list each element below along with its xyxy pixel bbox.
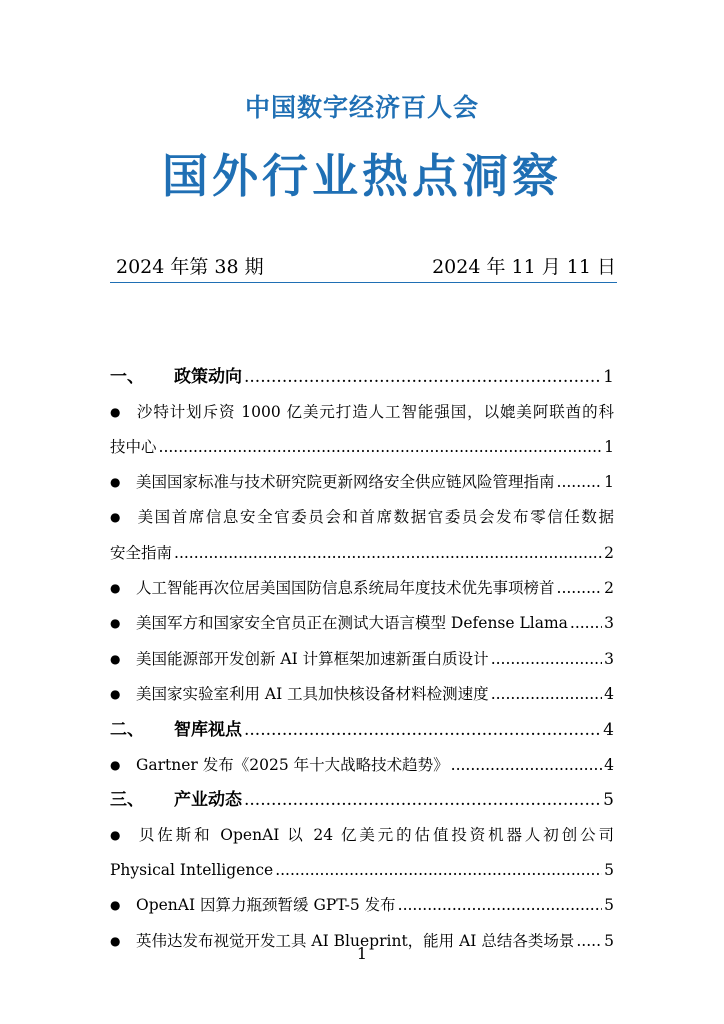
leader-dots — [244, 360, 601, 395]
leader-dots — [451, 748, 602, 783]
entry-line — [110, 818, 614, 854]
bullet-icon: ● — [110, 474, 121, 489]
section-number: 三、 — [110, 790, 144, 811]
leader-dots — [244, 783, 601, 818]
toc-section-policy[interactable] — [110, 360, 614, 395]
page-title: 国外行业热点洞察 — [162, 149, 562, 203]
page-ref: 3 — [604, 649, 614, 668]
toc-section-think-tank[interactable] — [110, 713, 614, 748]
bullet-icon: ● — [110, 933, 121, 948]
org-name: 中国数字经济百人会 — [244, 93, 479, 122]
toc-entry-gartner[interactable] — [110, 748, 614, 784]
page-ref: 5 — [604, 931, 614, 950]
section-number: 一、 — [110, 367, 144, 387]
entry-line — [110, 500, 614, 536]
leader-dots — [557, 571, 603, 606]
toc-entry-defense-llama[interactable] — [110, 606, 614, 642]
leader-dots — [570, 606, 602, 641]
toc-entry-gpt5[interactable] — [110, 888, 614, 924]
bullet-icon: ● — [110, 510, 121, 525]
entry-text: 美国能源部开发创新 AI 计算框架加速新蛋白质设计 — [136, 649, 489, 668]
page-ref: 1 — [604, 438, 614, 457]
bullet-icon: ● — [110, 827, 121, 842]
page-number: 1 — [356, 944, 368, 963]
leader-dots — [174, 536, 602, 571]
entry-text: 美国国家标准与技术研究院更新网络安全供应链风险管理指南 — [136, 472, 555, 491]
bullet-icon: ● — [110, 757, 121, 772]
section-label: 产业动态 — [174, 790, 242, 811]
page-ref: 2 — [604, 543, 614, 562]
page-ref: 3 — [604, 614, 614, 633]
page-ref: 5 — [604, 895, 614, 914]
entry-text-cont: 安全指南 — [110, 543, 173, 562]
toc-entry-zero-trust[interactable] — [110, 500, 614, 570]
entry-text: 美国家实验室利用 AI 工具加快核设备材料检测速度 — [136, 685, 489, 704]
bullet-icon: ● — [110, 404, 121, 419]
toc-entry-doe-protein[interactable] — [110, 642, 614, 678]
bullet-icon: ● — [110, 651, 121, 666]
toc-entry-disa[interactable] — [110, 571, 614, 607]
bullet-icon: ● — [110, 580, 121, 595]
page-ref: 4 — [604, 685, 614, 704]
issue-number: 2024 年第 38 期 — [116, 256, 264, 278]
table-of-contents — [110, 360, 614, 959]
entry-text-cont: Physical Intelligence — [110, 861, 274, 880]
section-label: 智库视点 — [174, 719, 242, 740]
entry-text: 沙特计划斥资 1000 亿美元打造人工智能强国，以媲美阿联酋的科 — [136, 402, 614, 421]
issue-date: 2024 年 11 月 11 日 — [432, 256, 616, 278]
entry-text: 人工智能再次位居美国国防信息系统局年度技术优先事项榜首 — [136, 578, 555, 597]
page-ref: 1 — [603, 367, 614, 387]
page-ref: 4 — [604, 755, 614, 774]
page-ref: 4 — [603, 719, 614, 740]
page-ref: 1 — [604, 472, 614, 491]
entry-text: 美国首席信息安全官委员会和首席数据官委员会发布零信任数据 — [136, 508, 614, 527]
leader-dots — [244, 713, 601, 748]
section-label: 政策动向 — [174, 367, 242, 387]
toc-entry-saudi-ai[interactable] — [110, 395, 614, 465]
section-number: 二、 — [110, 719, 144, 740]
page-ref: 5 — [604, 861, 614, 880]
toc-entry-nist[interactable] — [110, 465, 614, 501]
leader-dots — [491, 642, 602, 677]
leader-dots — [275, 853, 602, 888]
toc-entry-physical-intelligence[interactable] — [110, 818, 614, 888]
page-ref: 5 — [603, 790, 614, 811]
bullet-icon: ● — [110, 616, 121, 631]
toc-entry-nuclear-materials[interactable] — [110, 677, 614, 713]
toc-section-industry[interactable] — [110, 783, 614, 818]
issue-row — [116, 252, 616, 279]
entry-text: 英伟达发布视觉开发工具 AI Blueprint，能用 AI 总结各类场景 — [136, 931, 575, 950]
entry-text-cont: 技中心 — [110, 438, 157, 457]
leader-dots — [398, 888, 602, 923]
bullet-icon: ● — [110, 897, 121, 912]
entry-text: Gartner 发布《2025 年十大战略技术趋势》 — [136, 755, 449, 774]
page-ref: 2 — [604, 578, 614, 597]
entry-text: 贝佐斯和 OpenAI 以 24 亿美元的估值投资机器人初创公司 — [136, 825, 614, 844]
leader-dots — [491, 677, 602, 712]
leader-dots — [557, 465, 603, 500]
header-divider — [110, 282, 617, 283]
entry-text: OpenAI 因算力瓶颈暂缓 GPT-5 发布 — [136, 895, 396, 914]
entry-line — [110, 395, 614, 431]
entry-text: 美国军方和国家安全官员正在测试大语言模型 Defense Llama — [136, 614, 568, 633]
bullet-icon: ● — [110, 687, 121, 702]
leader-dots — [159, 430, 603, 465]
